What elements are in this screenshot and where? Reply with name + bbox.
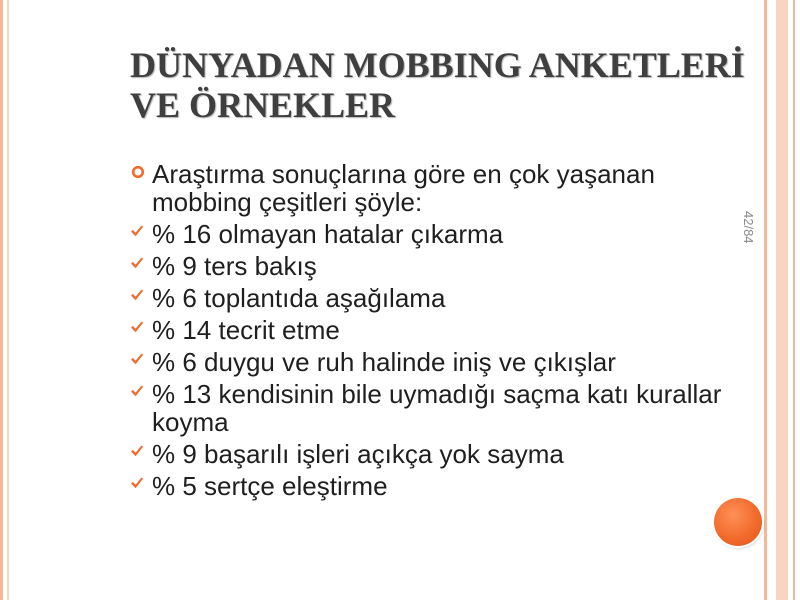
bullet-text: % 13 kendisinin bile uymadığı saçma katı kurallar koyma <box>152 379 722 437</box>
check-bullet-icon <box>130 476 144 490</box>
right-border-band <box>776 0 788 600</box>
check-bullet-icon <box>130 352 144 366</box>
orange-circle-decoration <box>714 498 762 546</box>
page-number: 42/84 <box>741 211 756 244</box>
check-bullet-icon <box>130 320 144 334</box>
bullet-item <box>128 472 738 500</box>
bullet-item-intro <box>128 160 738 216</box>
bullet-item <box>128 380 738 436</box>
bullet-text: % 9 başarılı işleri açıkça yok sayma <box>152 439 564 469</box>
bullet-text: % 14 tecrit etme <box>152 315 340 345</box>
bullet-text: % 6 duygu ve ruh halinde iniş ve çıkışlar <box>152 347 616 377</box>
left-border-stripe <box>0 0 3 600</box>
bullet-item <box>128 348 738 376</box>
check-bullet-icon <box>130 224 144 238</box>
bullet-item <box>128 252 738 280</box>
check-bullet-icon <box>130 256 144 270</box>
left-border-stripe-inner <box>7 0 9 600</box>
bullet-text: Araştırma sonuçlarına göre en çok yaşanan mobbing çeşitleri şöyle: <box>152 159 655 217</box>
bullet-item <box>128 316 738 344</box>
check-bullet-icon <box>130 288 144 302</box>
bullet-text: % 9 ters bakış <box>152 251 317 281</box>
check-bullet-icon <box>130 384 144 398</box>
bullet-item <box>128 284 738 312</box>
check-bullet-icon <box>130 444 144 458</box>
bullet-text: % 16 olmayan hatalar çıkarma <box>152 219 504 249</box>
slide-title: DÜNYADAN MOBBING ANKETLERİ VE ÖRNEKLER <box>130 45 745 125</box>
bullet-item <box>128 220 738 248</box>
bullet-text: % 5 sertçe eleştirme <box>152 471 388 501</box>
bullet-item <box>128 440 738 468</box>
ring-bullet-icon <box>131 165 145 179</box>
bullet-text: % 6 toplantıda aşağılama <box>152 283 446 313</box>
bullet-list <box>128 160 738 504</box>
right-border-stripe-outer <box>793 0 795 600</box>
